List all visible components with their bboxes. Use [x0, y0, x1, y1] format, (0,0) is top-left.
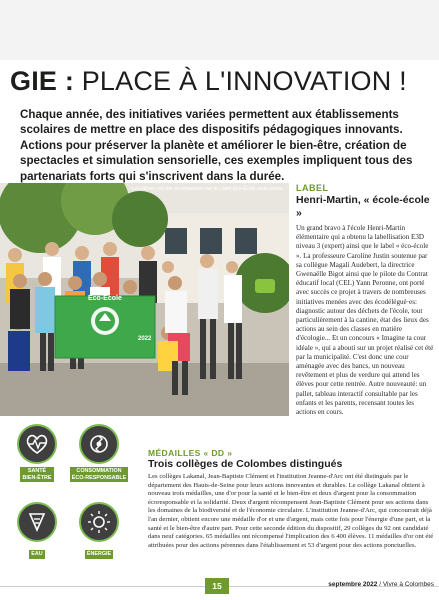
label-kicker: LABEL	[296, 183, 329, 193]
page-headline	[10, 66, 435, 96]
icon-label-consumption-text: CONSOMMATION ÉCO-RESPONSABLE	[71, 468, 127, 481]
page-number: 15	[205, 578, 229, 594]
label-body: Un grand bravo à l'école Henri-Martin élémentaire qui a obtenu la labellisation E3D niveau 3 (expert) ainsi que le label « éco-école ». La professeure Caroline Justin soutenue par sa collègue Magali Audebert, la directrice Gwenaëlle Bigot ainsi que le pilote du Contrat éducatif local (CEL) Yann Peronne, ont porté avec succès ce projet à travers de nombreuses initiatives menées avec des écodélégué·es: diagnostic autour des déchets de l'école, tout particulièrement à la cantine, état des lieux des actions au sein des classes en matière d'écologie... Et un concours « Imagine ta cour idéale », qui a abouti sur un projet réalisé cet été par la municipalité. C'est donc une cour aménagée avec des bancs, un nouveau revêtement et plus de verdure qui attend les élèves pour cette rentrée. Autre nouveauté: un pallet, tableau interactif consultable par les enfants et les parents, recensant toutes les actions en cours.	[296, 224, 434, 417]
photo-illustration	[0, 183, 289, 416]
class-photo	[0, 183, 289, 416]
icon-label-energy: ÉNERGIE	[86, 551, 112, 557]
sun-icon	[79, 502, 119, 542]
icon-label-health-text: SANTÉ BIEN-ÊTRE	[22, 468, 52, 481]
label-title: Henri-Martin, « école-école »	[296, 194, 430, 219]
intro-paragraph: Chaque année, des initiatives variées permettent aux établissements scolaires de mettre en place des dispositifs pédagogiques innovants. Actions pour préserver la planète et améliorer le bien-être, création de spectacles et simulation sensorielle, ces exemples impliquent tous des partenariats forts qui s'inscrivent dans la durée.	[20, 108, 413, 183]
medals-body: Les collèges Lakanal, Jean-Baptiste Clément et l'institution Jeanne-d'Arc ont été distingués par le département des Hauts-de-Seine pour leurs actions innovantes et durables. Le collège Lakanal obtient à nouveau trois médailles, une d'or pour la santé et le bien-être et deux d'argent pour la consommation écoresponsable et la solidarité. Deux d'argent récompensent Jean-Baptiste Clément pour ses actions dans les domaines de la biodiversité et de l'économie circulaire. L'institution Jeanne-d'Arc, qui concourrait déjà l'an dernier, obtient encore une médaille d'or et une d'argent, mais cette fois pour l'énergie d'une part, et la santé et le bien-être d'autre part. Pour cette seconde édition du dispositif, 29 collèges du 92 ont candidaté dans neuf catégories. 65 médailles ont récompensé l'implication des 6 400 élèves. 11 médailles d'or ont été attribuées pour des actions pérennes dans l'établissement et 53 d'argent pour des actions ponctuelles.	[148, 473, 434, 549]
headline-light: PLACE À L'INNOVATION !	[81, 66, 407, 96]
water-drop-icon	[17, 502, 57, 542]
icon-label-consumption	[70, 467, 129, 482]
icon-tile-water	[2, 502, 72, 560]
footer-issue	[328, 581, 434, 588]
footer-month: septembre 2022	[328, 581, 378, 588]
recycle-icon	[79, 424, 119, 464]
medals-article	[148, 448, 435, 550]
icon-label-water: EAU	[31, 551, 43, 557]
icon-tile-energy	[64, 502, 134, 560]
medals-kicker: MÉDAILLES « DD »	[148, 448, 233, 458]
headline-bold: GIE :	[10, 66, 75, 96]
theme-icons	[0, 418, 140, 568]
medals-title: Trois collèges de Colombes distingués	[148, 458, 343, 470]
footer-magazine: / Vivre à Colombes	[379, 581, 434, 588]
photo-caption: Les élèves ont été récompensés par le Label Éco-École cette année	[131, 186, 283, 192]
page-footer	[0, 578, 439, 600]
label-article	[296, 183, 434, 417]
flag-year: 2022	[138, 336, 152, 342]
icon-tile-consumption	[64, 424, 134, 484]
icon-label-health	[20, 467, 53, 482]
flag-text: Eco-École	[88, 295, 122, 302]
top-band	[0, 0, 439, 60]
icon-tile-health	[2, 424, 72, 484]
heart-pulse-icon	[17, 424, 57, 464]
